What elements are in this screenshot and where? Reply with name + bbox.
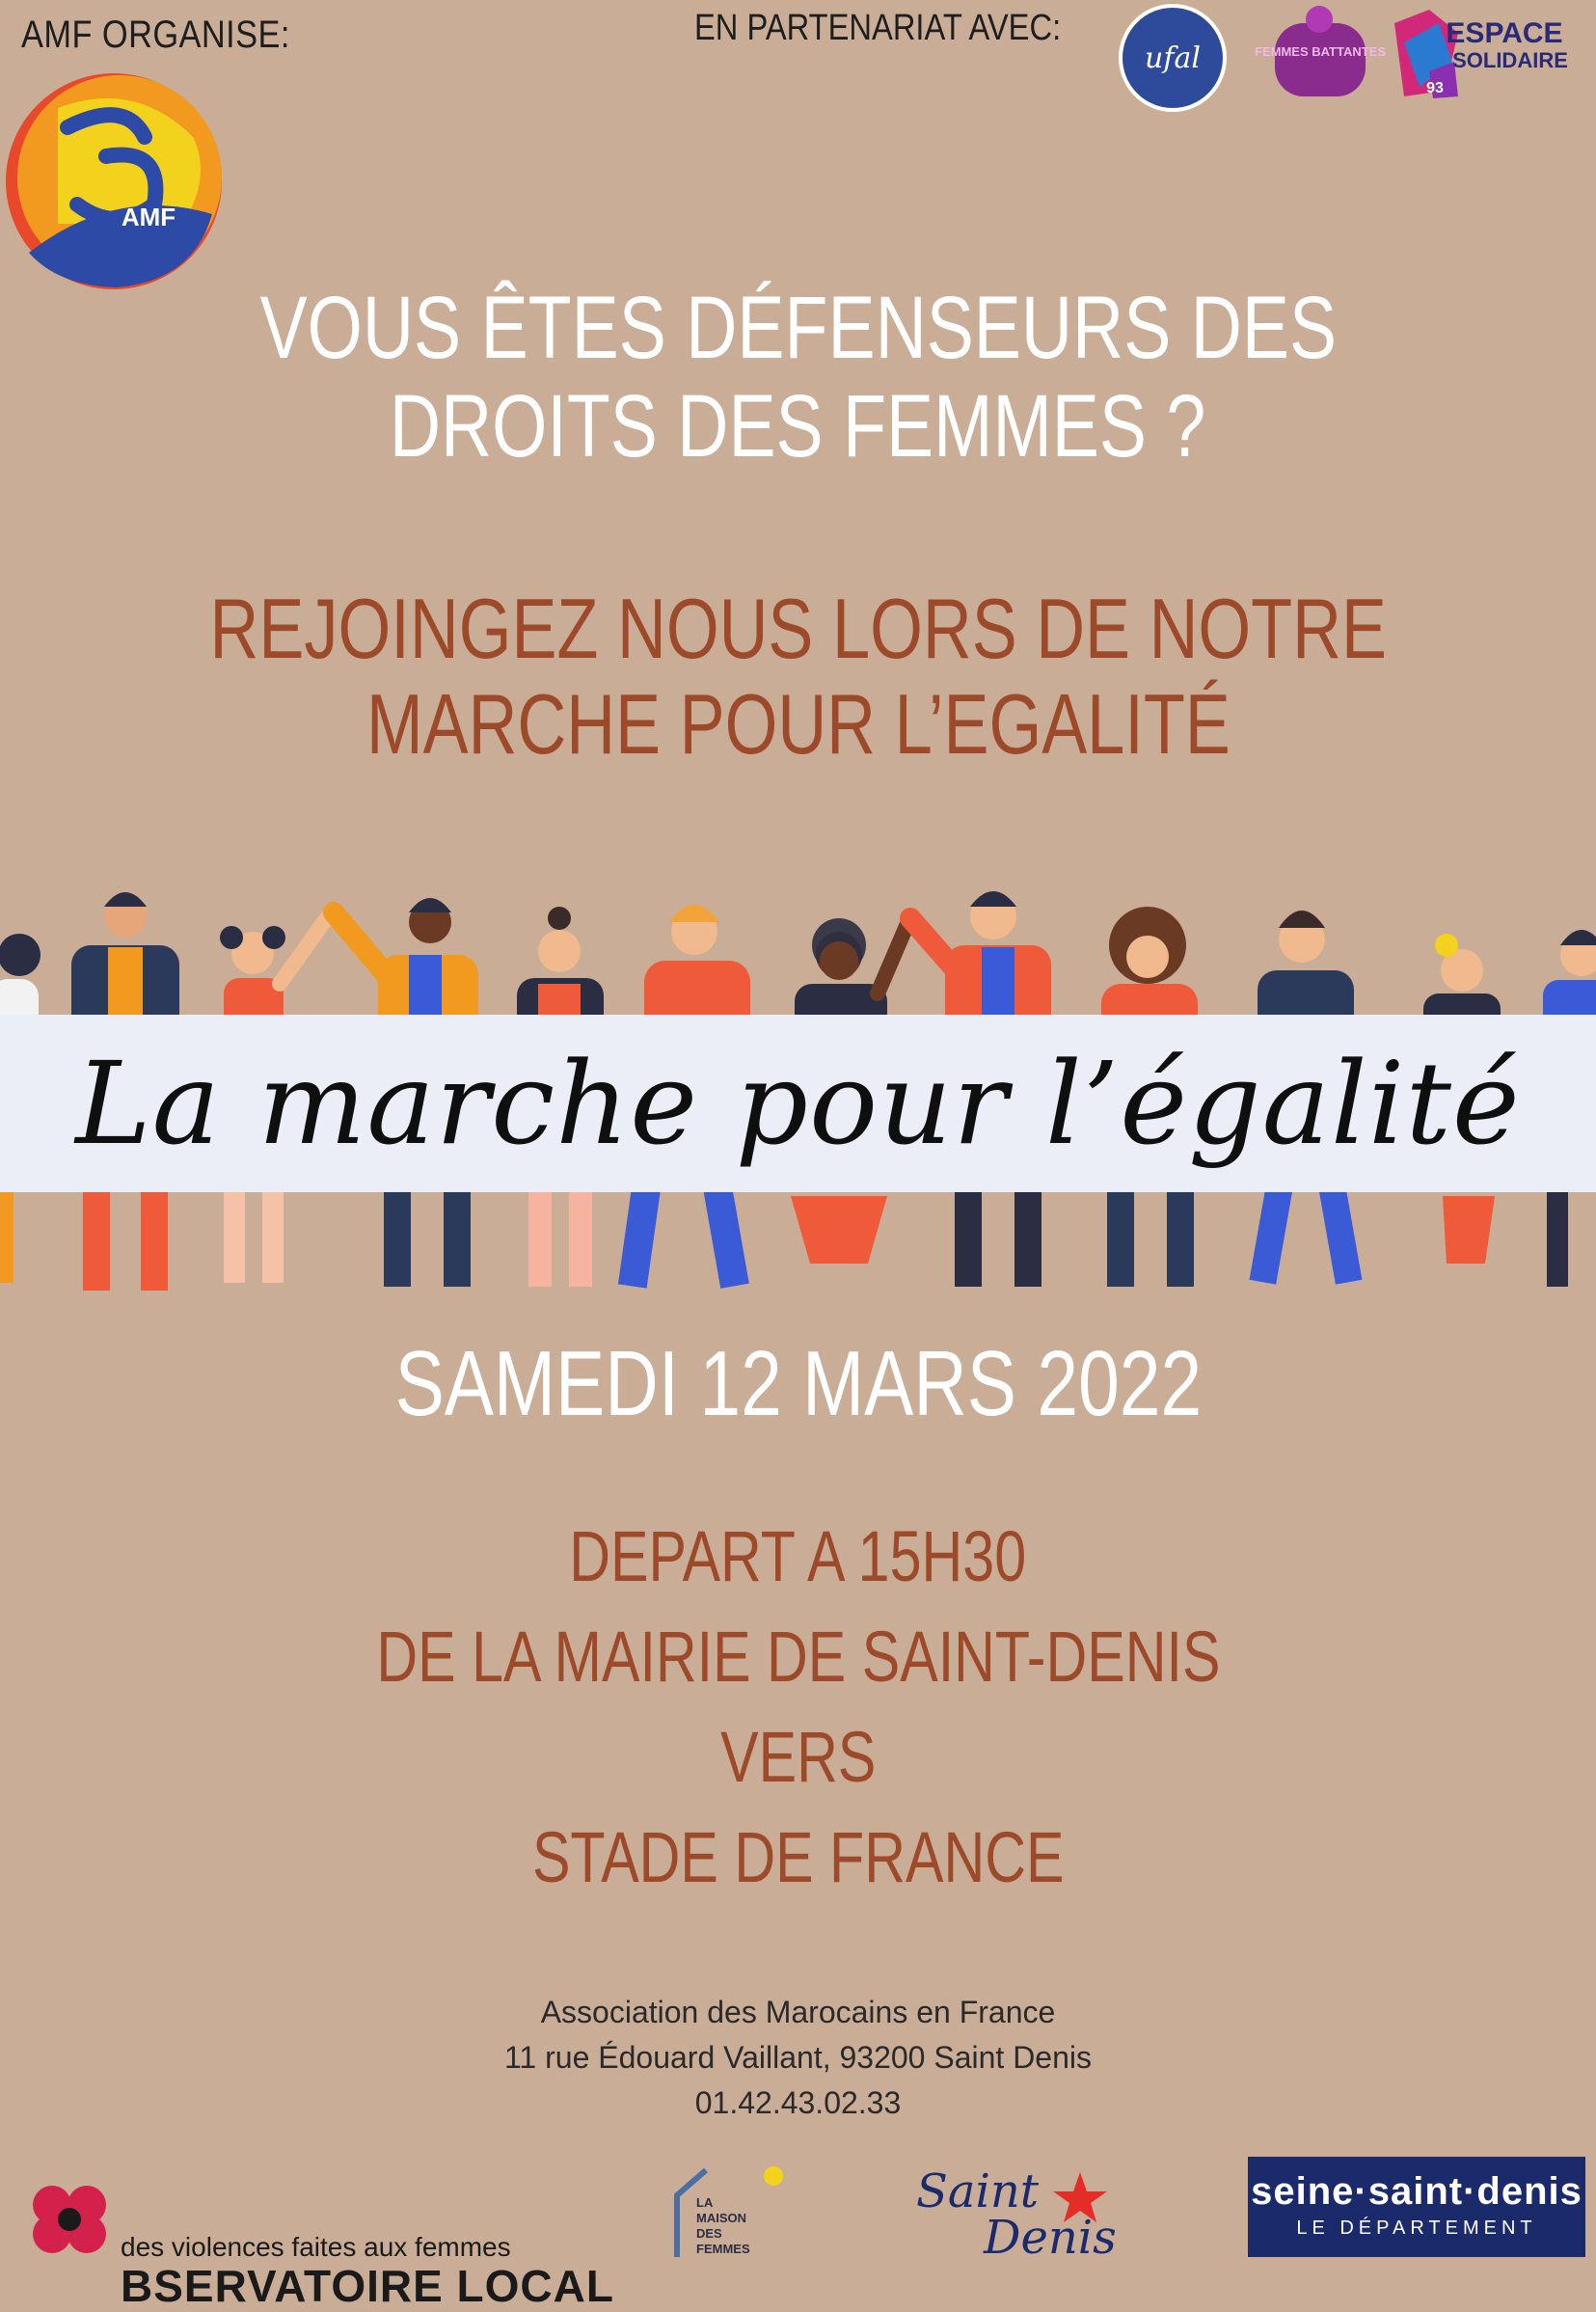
espace-solidaire-badge: 93 [1426, 80, 1444, 96]
headline-line-2: DROITS DES FEMMES ? [390, 377, 1206, 476]
saint-denis-bottom: Denis [984, 2211, 1117, 2265]
maison-line-3: DES [696, 2226, 722, 2241]
march-banner-text: La marche pour l’égalité [75, 1037, 1521, 1170]
partner-label: EN PARTENARIAT AVEC: [694, 8, 1062, 48]
observatoire-logo [29, 2182, 614, 2311]
seine-title: seine·saint·denis [1251, 2170, 1582, 2213]
flower-icon [29, 2182, 112, 2255]
observatoire-subtitle: des violences faites aux femmes [121, 2232, 511, 2262]
amf-logo-text: AMF [121, 203, 176, 231]
maison-des-femmes-logo [671, 2157, 797, 2257]
observatoire-title: BSERVATOIRE LOCAL [121, 2261, 614, 2311]
contact-address: 11 rue Édouard Vaillant, 93200 Saint Denis [504, 2040, 1092, 2075]
event-detail-direction: VERS [719, 1717, 877, 1797]
femmes-battantes-logo [1254, 0, 1387, 104]
femmes-battantes-logo-text: FEMMES BATTANTES [1254, 44, 1387, 59]
amf-logo [0, 69, 231, 293]
svg-text:ESPACE: ESPACE [1446, 17, 1563, 49]
event-date: SAMEDI 12 MARS 2022 [394, 1332, 1202, 1435]
maison-line-4: FEMMES [696, 2242, 750, 2256]
contact-name: Association des Marocains en France [540, 1995, 1056, 2029]
contact-phone: 01.42.43.02.33 [694, 2085, 902, 2120]
ufal-logo-text: ufal [1145, 41, 1201, 75]
svg-text:SOLIDAIRE: SOLIDAIRE [1452, 48, 1568, 72]
saint-denis-logo [912, 2164, 1124, 2265]
seine-subtitle: LE DÉPARTEMENT [1296, 2217, 1537, 2239]
espace-solidaire-logo [1391, 4, 1568, 102]
subheadline-line-1: REJOINGEZ NOUS LORS DE NOTRE [209, 581, 1387, 676]
maison-line-2: MAISON [696, 2211, 746, 2225]
seine-saint-denis-logo [1248, 2157, 1585, 2257]
headline-line-1: VOUS ÊTES DÉFENSEURS DES [259, 279, 1337, 377]
ufal-logo [1115, 2, 1232, 116]
event-detail-departure: DEPART A 15H30 [569, 1516, 1027, 1596]
organizer-label: AMF ORGANISE: [21, 14, 290, 56]
subheadline-line-2: MARCHE POUR L’EGALITÉ [365, 676, 1231, 772]
saint-denis-top: Saint [916, 2164, 1040, 2218]
event-detail-origin: DE LA MAIRIE DE SAINT-DENIS [375, 1617, 1221, 1697]
event-detail-destination: STADE DE FRANCE [531, 1817, 1065, 1897]
maison-line-1: LA [696, 2195, 714, 2210]
